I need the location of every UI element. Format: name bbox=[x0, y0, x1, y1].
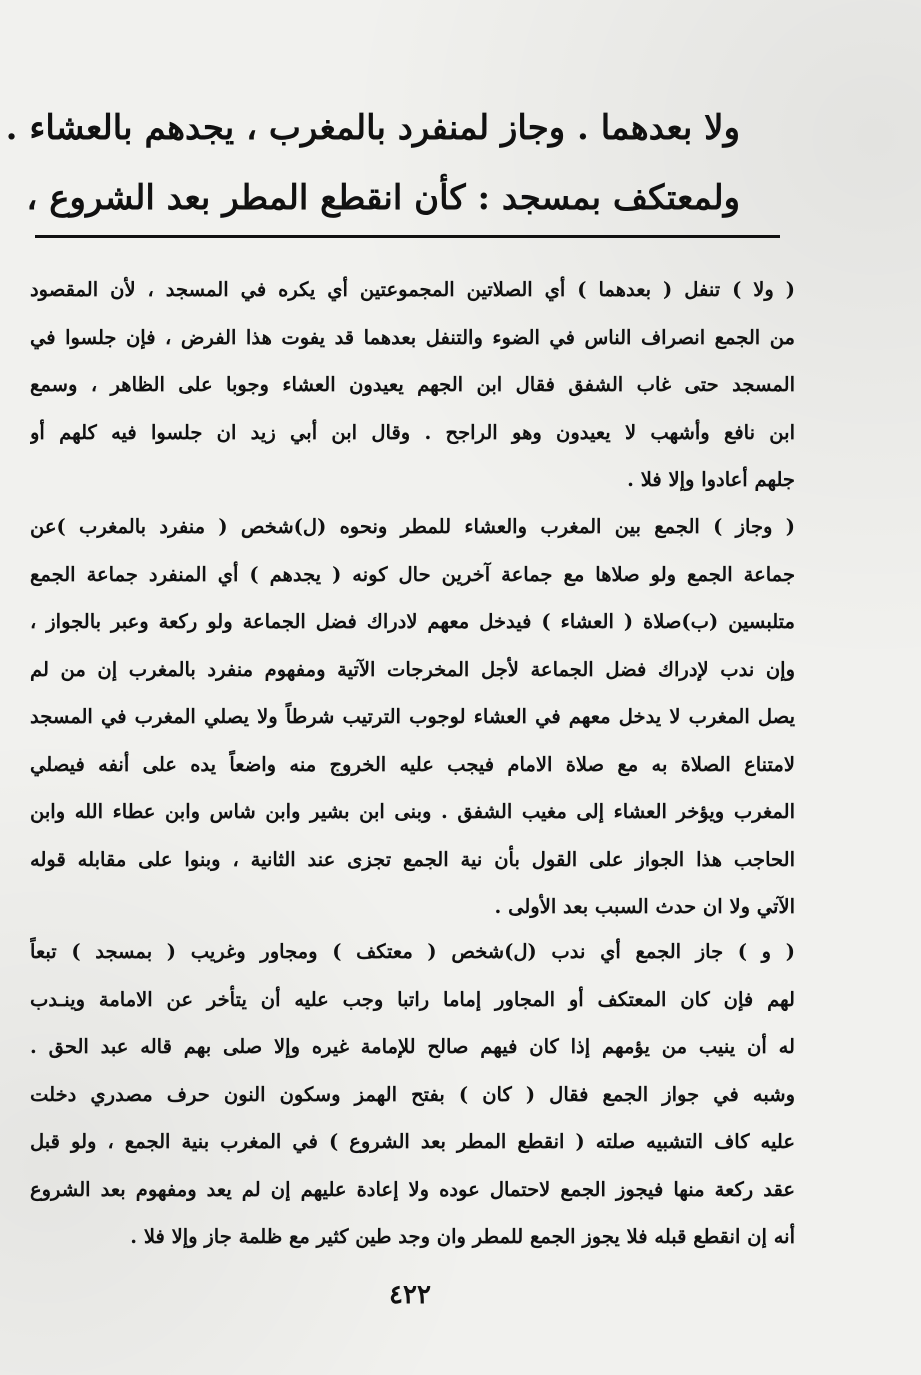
text-line: عليه كاف التشبيه صلته ( انقطع المطر بعد الشروع ) في المغرب بنية الجمع ، ولو قبل bbox=[30, 1130, 795, 1153]
commentary-paragraph-1 bbox=[30, 266, 795, 504]
text-line: ( ولا ) تنفل ( بعدهما ) أي الصلاتين المجموعتين أي يكره في المسجد ، لأن المقصود bbox=[30, 278, 795, 301]
text-line: أنه إن انقطع قبله فلا يجوز الجمع للمطر وان وجد طين كثير مع ظلمة جاز وإلا فلا . bbox=[130, 1225, 795, 1248]
text-line: لهم فإن كان المعتكف أو المجاور إماما راتبا وجب عليه أن يتأخر عن الامامة وينـدب bbox=[30, 987, 795, 1011]
text-line: جماعة الجمع ولو صلاها مع جماعة آخرين حال كونه ( يجدهم ) أي المنفرد جماعة الجمع bbox=[30, 562, 795, 586]
text-line: ( و ) جاز الجمع أي ندب (ل)شخص ( معتكف ) ومجاور وغريب ( بمسجد ) تبعاً bbox=[30, 940, 795, 963]
text-line: متلبسين (ب)صلاة ( العشاء ) فيدخل معهم لادراك فضل الجماعة ولو ركعة وعبر بالجواز ، bbox=[30, 610, 795, 633]
text-line: عقد ركعة منها فيجوز الجمع لاحتمال عوده ولا إعادة عليهم إن لم يعد ومفهوم بعد الشروع bbox=[30, 1177, 795, 1201]
text-line: جلهم أعادوا وإلا فلا . bbox=[627, 468, 795, 491]
text-line: لامتناع الصلاة به مع صلاة الامام فيجب عليه الخروج منه واضعاً يده على أنفه فيصلي bbox=[30, 752, 795, 776]
verse-line-1: ولا بعدهما . وجاز لمنفرد بالمغرب ، يجدهم بالعشاء . bbox=[5, 108, 740, 148]
text-line: المغرب ويؤخر العشاء إلى مغيب الشفق . وبنى ابن بشير وابن شاس وابن عطاء الله وابن bbox=[30, 800, 795, 823]
text-line: له أن ينيب من يؤمهم إذا كان فيهم صالح للإمامة غيره وإلا صلى بهم قاله عبد الحق . bbox=[30, 1035, 795, 1058]
page-number: ٤٢٢ bbox=[389, 1280, 431, 1310]
text-line: الحاجب هذا الجواز على القول بأن نية الجمع تجزى عند الثانية ، وبنوا على مقابله قوله bbox=[30, 847, 795, 871]
text-line: ( وجاز ) الجمع بين المغرب والعشاء للمطر ونحوه (ل)شخص ( منفرد بالمغرب )عن bbox=[30, 515, 795, 538]
text-line: المسجد حتى غاب الشفق فقال ابن الجهم يعيدون العشاء وجوبا على الظاهر ، وسمع bbox=[30, 373, 795, 396]
commentary-paragraph-3 bbox=[30, 928, 795, 1261]
text-line: وشبه في جواز الجمع فقال ( كان ) بفتح الهمز وسكون النون حرف مصدري دخلت bbox=[30, 1082, 795, 1106]
commentary-paragraph-2 bbox=[30, 503, 795, 931]
text-line: يصل المغرب لا يدخل معهم في العشاء لوجوب الترتيب شرطاً ولا يصلي المغرب في المسجد bbox=[30, 705, 795, 728]
separator-rule bbox=[35, 235, 780, 238]
verse-line-2: ولمعتكف بمسجد : كأن انقطع المطر بعد الشروع ، bbox=[26, 178, 740, 218]
text-line: الآتي ولا ان حدث السبب بعد الأولى . bbox=[494, 895, 795, 918]
text-line: وإن ندب لإدراك فضل الجماعة لأجل المخرجات الآتية ومفهوم منفرد بالمغرب إن من لم bbox=[30, 657, 795, 681]
text-line: من الجمع انصراف الناس في الضوء والتنفل بعدهما قد يفوت هذا الفرض ، فإن جلسوا في bbox=[30, 325, 795, 349]
text-line: ابن نافع وأشهب لا يعيدون وهو الراجح . وقال ابن أبي زيد ان جلسوا فيه كلهم أو bbox=[30, 420, 795, 444]
